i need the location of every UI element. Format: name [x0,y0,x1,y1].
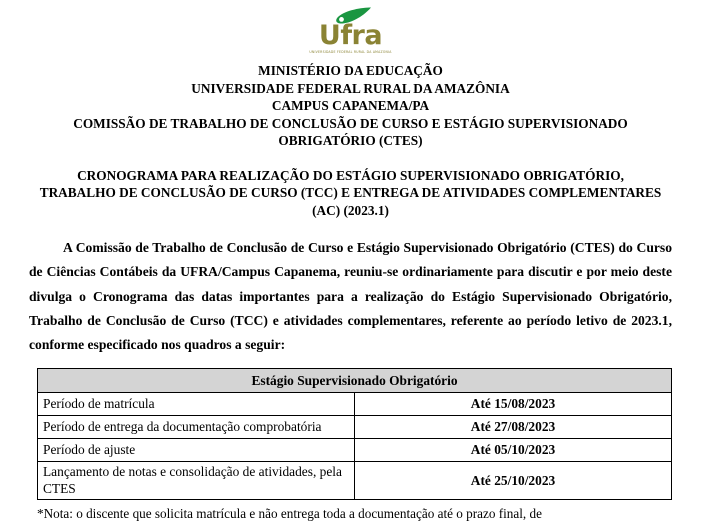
header-line-university: UNIVERSIDADE FEDERAL RURAL DA AMAZÔNIA [191,80,510,96]
ufra-logo [308,7,394,57]
table-row [38,416,672,439]
intro-paragraph: A Comissão de Trabalho de Conclusão de Curso e Estágio Supervisionado Obrigatório (CTES) do Curso de Ciências Contábeis da UFRA/Campus Capanema, reuniu-se ordinariamente para discutir e por meio deste divulga o Cronograma das datas importantes para a realização do Estágio Supervisionado Obrigatório, Trabalho de Conclusão de Curso (TCC) e atividades complementares, referente ao período letivo de 2023.1, conforme especificado nos quadros a seguir: [29,240,672,353]
deadline-value: Até 27/08/2023 [355,416,672,439]
task-label: Período de matrícula [38,393,355,416]
logo-subtitle: UNIVERSIDADE FEDERAL RURAL DA AMAZÔNIA [309,50,392,54]
table-row [38,439,672,462]
deadline-value: Até 15/08/2023 [355,393,672,416]
table-row [38,393,672,416]
deadline-value: Até 05/10/2023 [355,439,672,462]
schedule-table-head [38,369,672,393]
schedule-table [37,368,672,500]
header-line-commission: COMISSÃO DE TRABALHO DE CONCLUSÃO DE CURSO E ESTÁGIO SUPERVISIONADO OBRIGATÓRIO (CTES) [73,115,628,148]
task-label: Período de entrega da documentação comprobatória [38,416,355,439]
institution-header [28,62,673,150]
header-line-campus: CAMPUS CAPANEMA/PA [271,98,430,113]
logo-block [28,0,673,62]
schedule-table-body [38,393,672,500]
table-header-row [38,369,672,393]
header-line-ministry: MINISTÉRIO DA EDUCAÇÃO [258,63,443,78]
schedule-table-wrapper [28,357,673,500]
footnote-text: *Nota: o discente que solicita matrícula e não entrega toda a documentação até o prazo final, de [37,506,542,522]
deadline-value: Até 25/10/2023 [355,462,672,500]
task-label: Lançamento de notas e consolidação de atividades, pela CTES [38,462,355,500]
table-row [38,462,672,500]
logo-wordmark: Ufra [318,20,383,51]
table-header-title: Estágio Supervisionado Obrigatório [38,369,672,393]
task-label: Período de ajuste [38,439,355,462]
document-title: CRONOGRAMA PARA REALIZAÇÃO DO ESTÁGIO SUPERVISIONADO OBRIGATÓRIO, TRABALHO DE CONCLUSÃO DE CURSO (TCC) E ENTREGA DE ATIVIDADES COMPLEMENTARES (AC) (2023.1) [39,167,662,218]
